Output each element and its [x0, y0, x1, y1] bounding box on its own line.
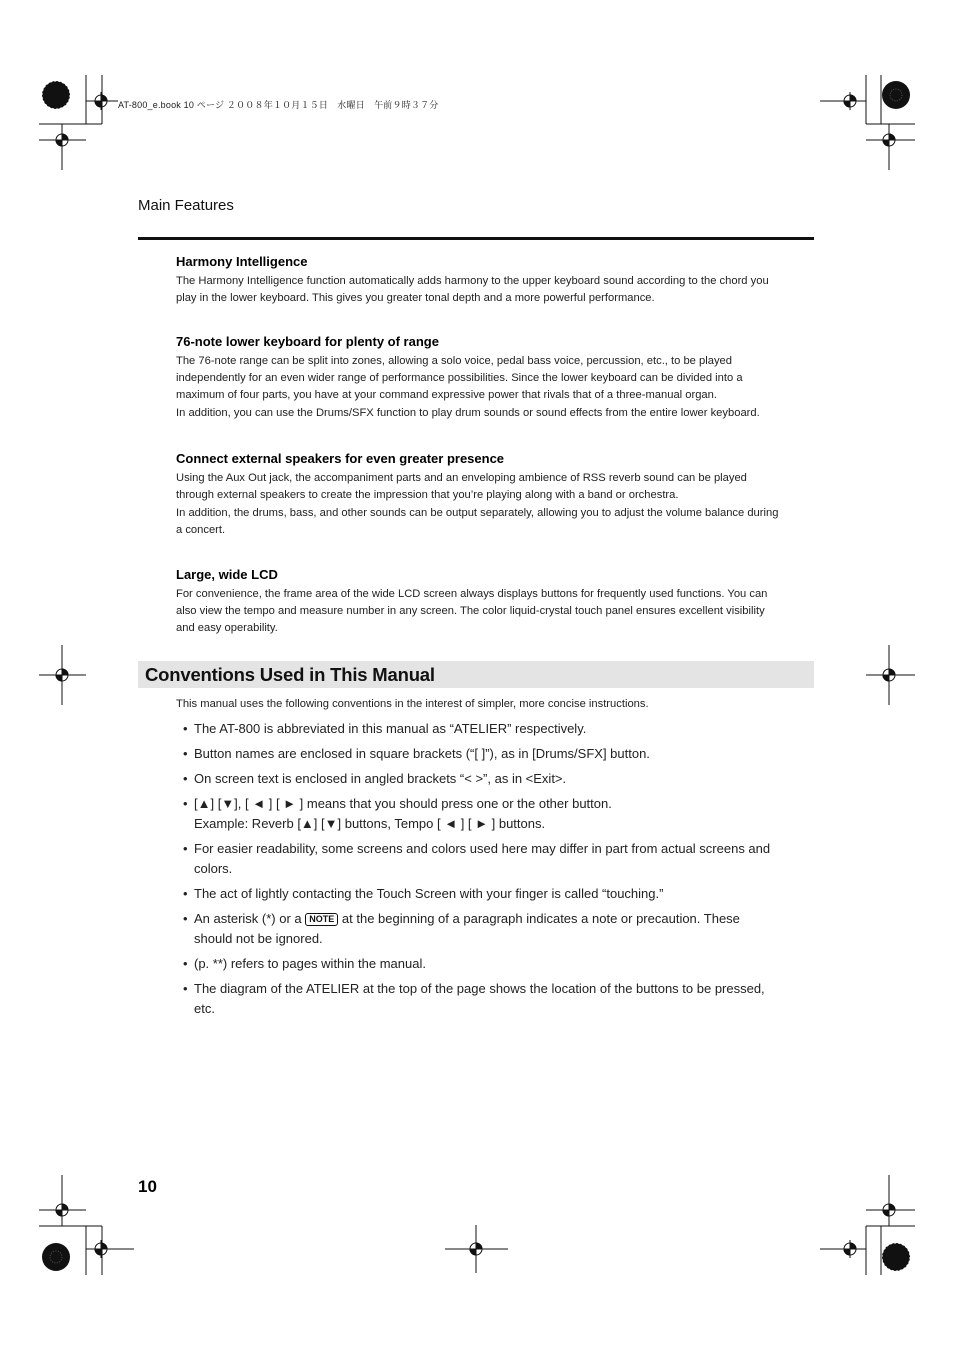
- list-item: [183, 744, 773, 764]
- list-item-text: The diagram of the ATELIER at the top of the page shows the location of the buttons to be pressed, etc.: [194, 981, 765, 1016]
- list-item: [183, 719, 773, 739]
- list-item-example: Example: Reverb [▲] [▼] buttons, Tempo [ ◄ ] [ ► ] buttons.: [194, 816, 546, 831]
- print-file-info: AT-800_e.book 10 ページ ２００８年１０月１５日 水曜日 午前９時３７分: [118, 100, 439, 110]
- list-item-text: The act of lightly contacting the Touch Screen with your finger is called “touching.”: [194, 886, 664, 901]
- feature-paragraph: For convenience, the frame area of the wide LCD screen always displays buttons for frequently used functions. You can also view the tempo and measure number in any screen. The color liquid-crystal touch panel ensures excellent visibility and easy operability.: [176, 588, 768, 634]
- list-item-text: An asterisk (*) or a: [194, 911, 302, 926]
- list-item-text: On screen text is enclosed in angled brackets “< >”, as in <Exit>.: [194, 771, 567, 786]
- section-title: Conventions Used in This Manual: [145, 664, 435, 685]
- feature-heading: Connect external speakers for even greater presence: [176, 451, 505, 466]
- list-item: [183, 884, 773, 904]
- list-item-text: at the beginning of a paragraph indicates a note or precaution. These should not be ignored.: [194, 911, 740, 946]
- feature-external-speakers: [176, 451, 786, 539]
- feature-paragraph: In addition, you can use the Drums/SFX function to play drum sounds or sound effects from the entire lower keyboard.: [176, 407, 760, 419]
- note-icon: NOTE: [305, 913, 338, 926]
- feature-heading: Harmony Intelligence: [176, 254, 308, 269]
- feature-heading: 76-note lower keyboard for plenty of range: [176, 334, 439, 349]
- list-item: [183, 979, 773, 1019]
- feature-heading: Large, wide LCD: [176, 567, 278, 582]
- feature-76-note-keyboard: [176, 334, 786, 422]
- feature-paragraph: In addition, the drums, bass, and other sounds can be output separately, allowing you to adjust the volume balance during a concert.: [176, 507, 779, 536]
- section-intro: This manual uses the following conventions in the interest of simpler, more concise instructions.: [176, 698, 649, 710]
- list-item-text: (p. **) refers to pages within the manual.: [194, 956, 426, 971]
- list-item-text: Button names are enclosed in square brackets (“[ ]”), as in [Drums/SFX] button.: [194, 746, 650, 761]
- feature-paragraph: The 76-note range can be split into zones, allowing a solo voice, pedal bass voice, percussion, etc., to be played independently for an even wider range of performance possibilities. Since the lower keyboard can be divided into a maximum of four parts, you have at your command expressive power that rivals that of a three-manual organ.: [176, 355, 743, 401]
- list-item: [183, 909, 773, 949]
- list-item: [183, 839, 773, 879]
- list-item-text: For easier readability, some screens and colors used here may differ in part from actual screens and colors.: [194, 841, 771, 876]
- feature-harmony-intelligence: [176, 254, 786, 307]
- running-head: Main Features: [138, 197, 234, 214]
- feature-large-lcd: [176, 567, 786, 637]
- header-rule: [138, 237, 814, 240]
- feature-paragraph: The Harmony Intelligence function automatically adds harmony to the upper keyboard sound according to the chord you play in the lower keyboard. This gives you greater tonal depth and a more powerful performance.: [176, 275, 769, 304]
- list-item: [183, 769, 773, 789]
- list-item-text: The AT-800 is abbreviated in this manual as “ATELIER” respectively.: [194, 721, 587, 736]
- section-heading-bar: [138, 661, 814, 688]
- list-item: [183, 954, 773, 974]
- page-number: 10: [138, 1177, 157, 1196]
- list-item: [183, 794, 773, 834]
- list-item-text: [▲] [▼], [ ◄ ] [ ► ] means that you should press one or the other button.: [194, 796, 612, 811]
- conventions-list: [183, 719, 773, 1024]
- feature-paragraph: Using the Aux Out jack, the accompaniment parts and an enveloping ambience of RSS reverb sound can be played through external speakers to create the impression that you’re playing along with a band or orchestra.: [176, 472, 747, 501]
